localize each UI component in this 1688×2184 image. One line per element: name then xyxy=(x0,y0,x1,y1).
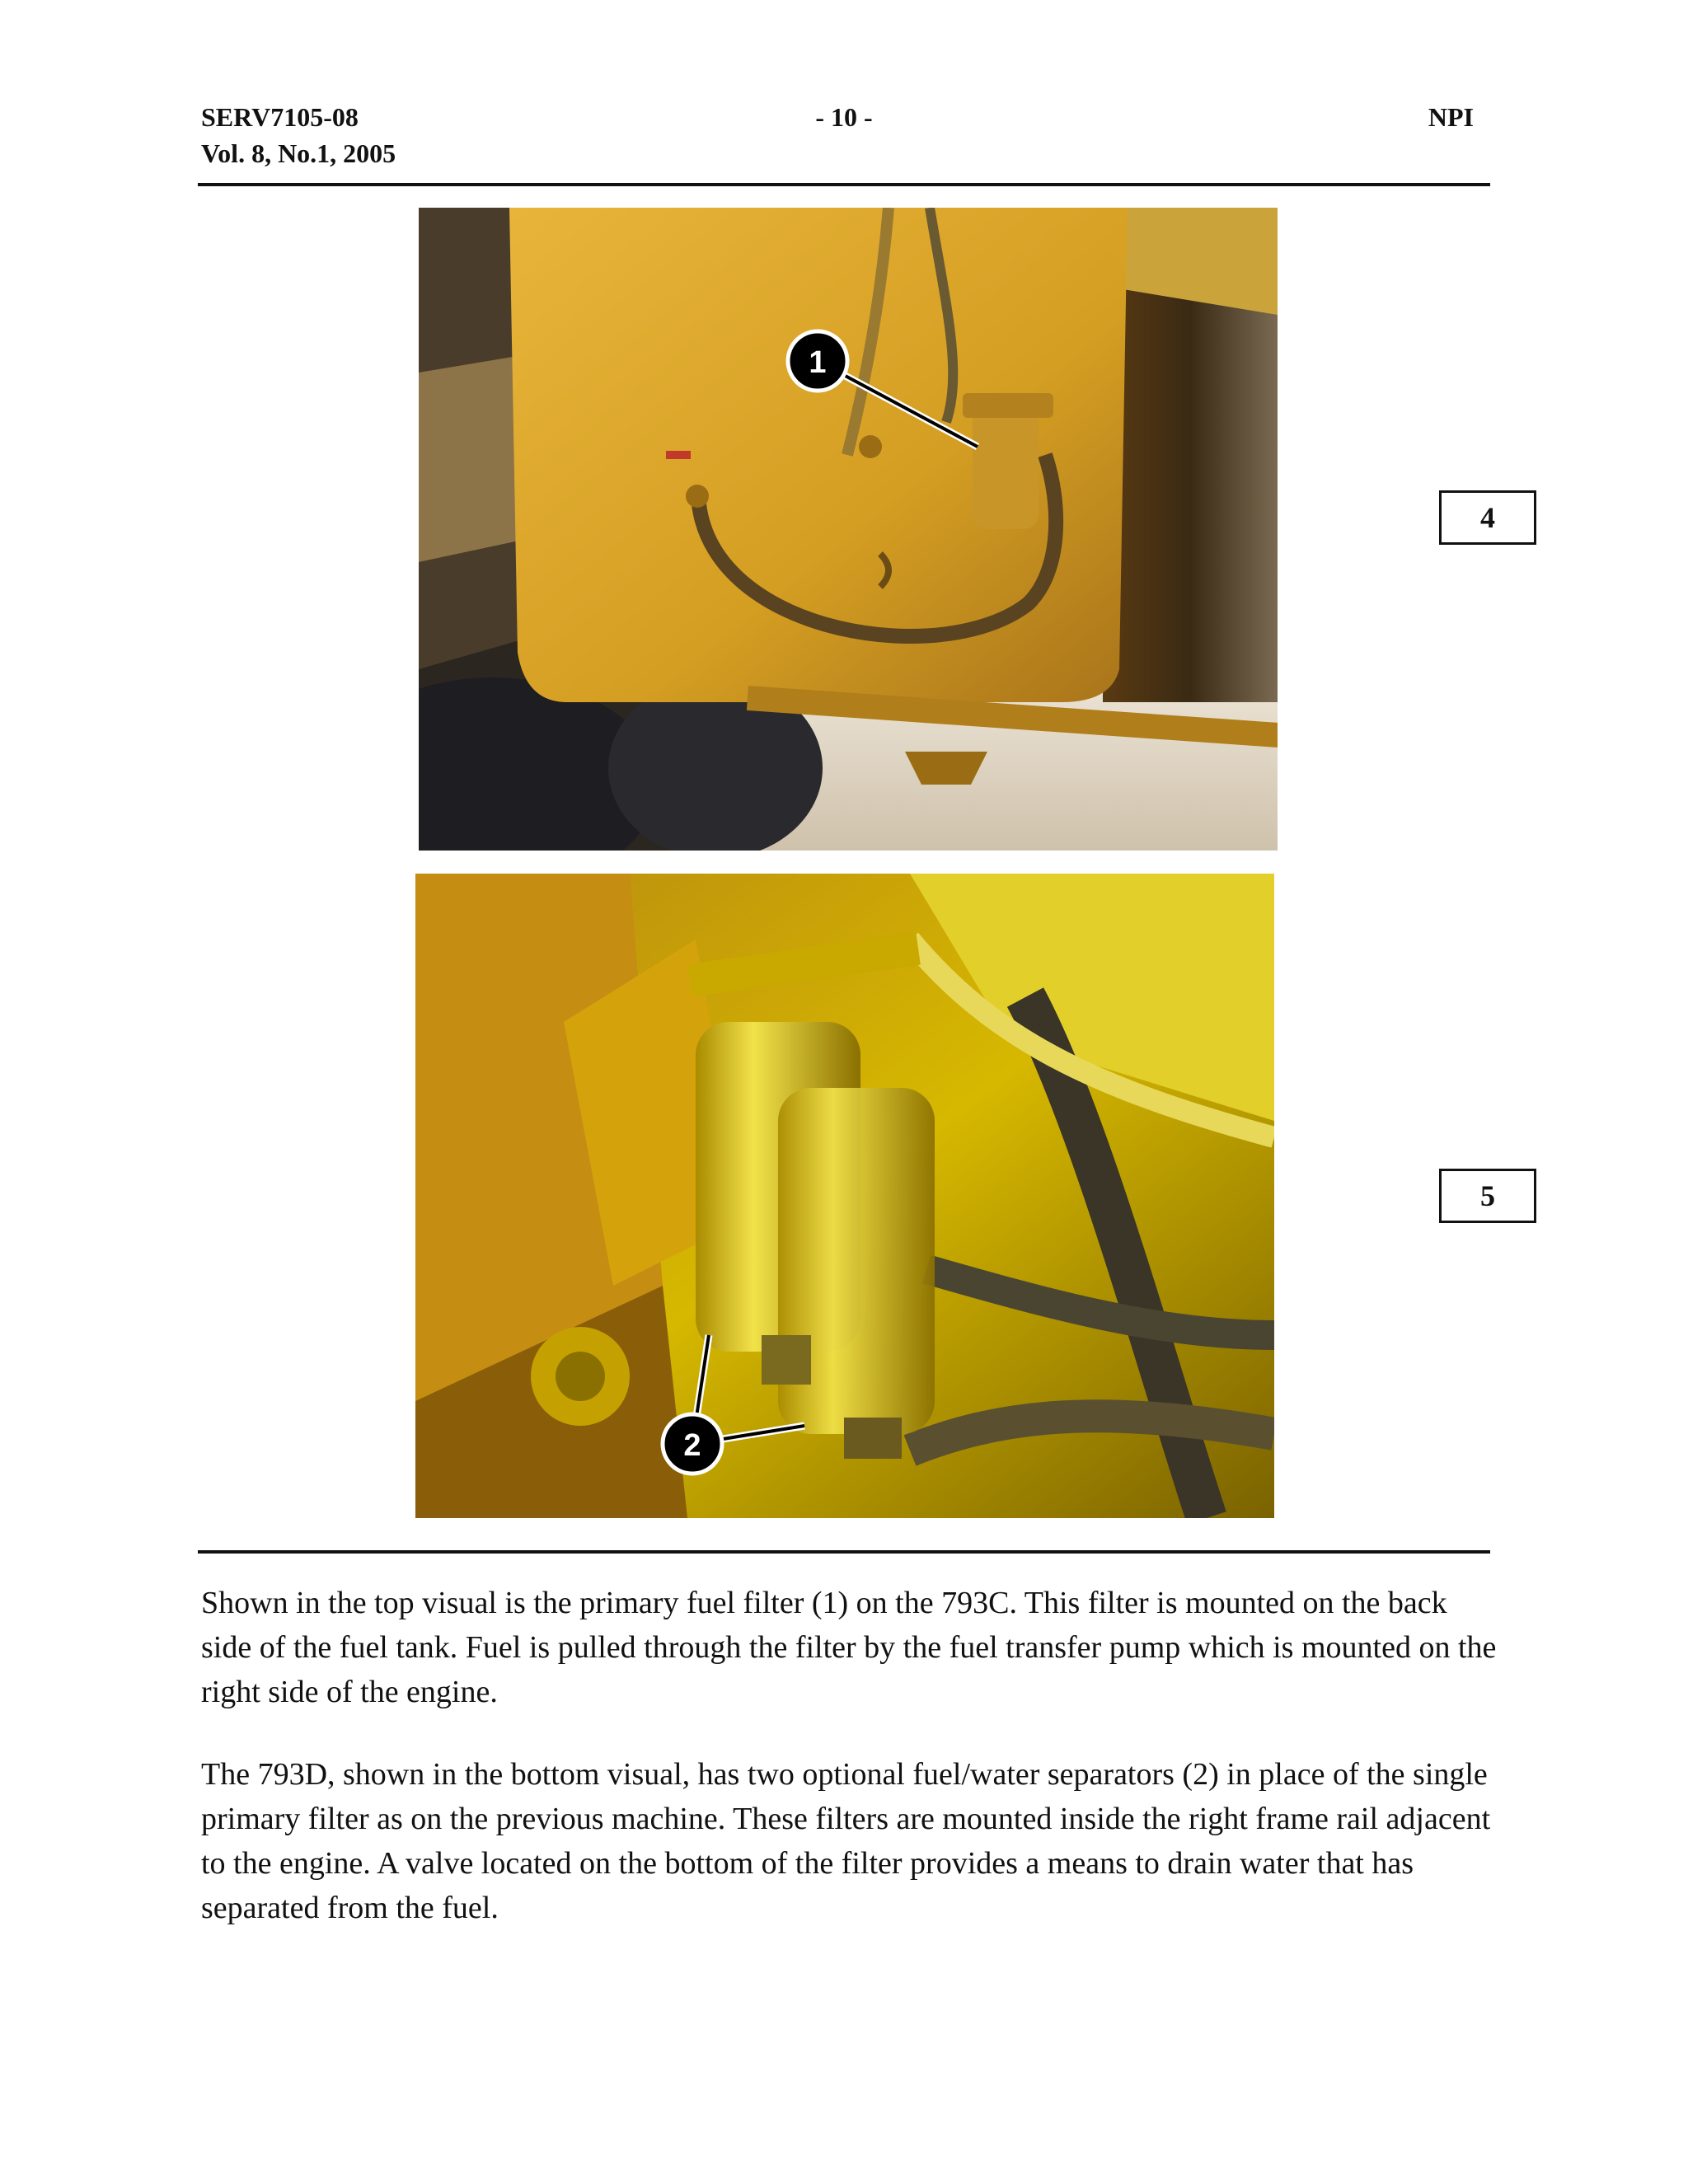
callout-2: 2 xyxy=(683,1428,701,1463)
photo-primary-fuel-filter xyxy=(419,208,1278,851)
page-number: - 10 - xyxy=(815,102,873,132)
body-paragraph-1: Shown in the top visual is the primary fuel filter (1) on the 793C. This filter is mounted on the back side of the fuel tank. Fuel is pulled through the filter by the fuel transfer pump which is mounted on the right side of the engine. xyxy=(201,1586,1497,1709)
figure-rule xyxy=(198,1550,1490,1554)
figure-number-4: 4 xyxy=(1439,490,1536,545)
section-label: NPI xyxy=(1428,102,1474,132)
volume-info: Vol. 8, No.1, 2005 xyxy=(201,138,396,168)
header-rule xyxy=(198,183,1490,186)
callout-1: 1 xyxy=(809,345,827,380)
doc-code: SERV7105-08 xyxy=(201,102,359,132)
figure-number-5: 5 xyxy=(1439,1169,1536,1223)
photo-fuel-water-separators xyxy=(415,874,1274,1518)
body-paragraph-2: The 793D, shown in the bottom visual, has two optional fuel/water separators (2) in place of the single primary filter as on the previous machine. These filters are mounted inside the right frame rail adjacent to the engine. A valve located on the bottom of the filter provides a means to drain water that has separated from the fuel. xyxy=(201,1757,1491,1925)
